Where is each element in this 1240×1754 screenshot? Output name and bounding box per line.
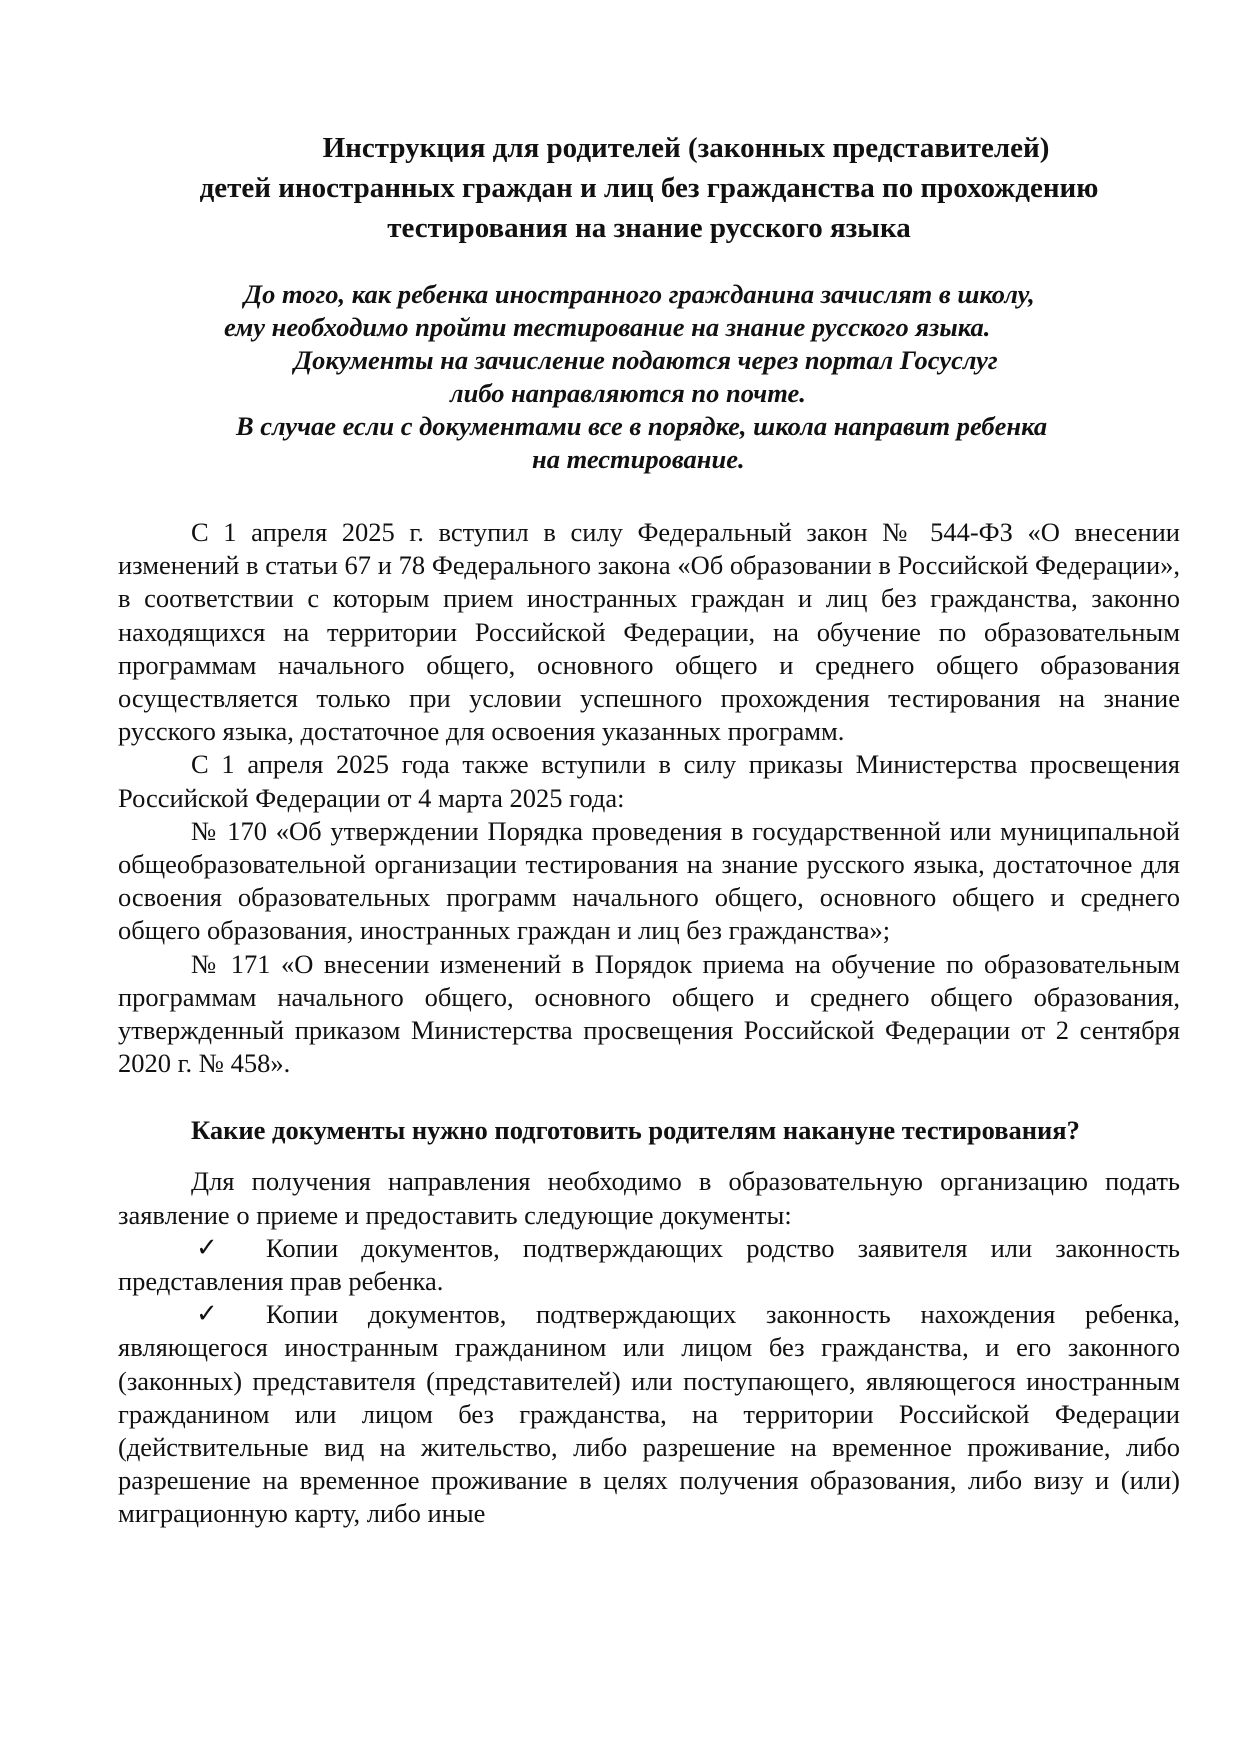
intro-line-2: ему необходимо пройти тестирование на знание русского языка. [224, 312, 991, 342]
document-list-item-text: Копии документов, подтверждающих родство заявителя или законность представления прав ребенка. [118, 1232, 1180, 1297]
intro-block [118, 278, 1180, 476]
intro-line-6: на тестирование. [532, 444, 745, 474]
order-171-paragraph: № 171 «О внесении изменений в Порядок приема на обучение по образовательным программам начального общего, основного общего и среднего общего образования, утвержденный приказом Министерства просвещения Российской Федерации от 2 сентября 2020 г. № 458». [118, 948, 1180, 1079]
title-line-2: детей иностранных граждан и лиц без гражданства по прохождению [199, 172, 1099, 204]
law-paragraph-1: С 1 апреля 2025 г. вступил в силу Федеральный закон № 544-ФЗ «О внесении изменений в статьи 67 и 78 Федерального закона «Об образовании в Российской Федерации», в соответствии с которым прием иностранных граждан и лиц без гражданства, законно находящихся на территории Российской Федерации, на обучение по образовательным программам начального общего, основного общего и среднего общего образования осуществляется только при условии успешного прохождения тестирования на знание русского языка, достаточное для освоения указанных программ. [118, 517, 1180, 747]
intro-line-3: Документы на зачисление подаются через портал Госуслуг [294, 345, 998, 375]
document-list-item [118, 1232, 1180, 1298]
documents-section [118, 1165, 1180, 1530]
documents-intro-paragraph: Для получения направления необходимо в образовательную организацию подать заявление о приеме и предоставить следующие документы: [118, 1166, 1180, 1230]
document-page [118, 128, 1180, 1531]
document-title [118, 128, 1180, 248]
order-170-paragraph: № 170 «Об утверждении Порядка проведения в государственной или муниципальной общеобразовательной организации тестирования на знание русского языка, достаточное для освоения образовательных программ начального общего, основного общего и среднего общего образования, иностранных граждан и лиц без гражданства»; [118, 815, 1180, 946]
checkmark-icon: ✓ [196, 1232, 218, 1263]
law-section [118, 516, 1180, 1080]
intro-line-5: В случае если с документами все в порядке, школа направит ребенка [236, 411, 1048, 441]
intro-line-1: До того, как ребенка иностранного гражданина зачислят в школу, [244, 279, 1035, 309]
title-line-3: тестирования на знание русского языка [387, 212, 911, 244]
document-list-item [118, 1298, 1180, 1530]
documents-heading: Какие документы нужно подготовить родителям накануне тестирования? [191, 1115, 1080, 1146]
intro-line-4: либо направляются по почте. [450, 378, 806, 408]
document-list-item-text: Копии документов, подтверждающих законность нахождения ребенка, являющегося иностранным гражданином или лицом без гражданства, и его законного (законных) представителя (представителей) или поступающего, являющегося иностранным гражданином или лицом без гражданства, на территории Российской Федерации (действительные вид на жительство, либо разрешение на временное проживание, либо разрешение на временное проживание в целях получения образования, либо визу и (или) миграционную карту, либо иные [118, 1299, 1180, 1529]
title-line-1: Инструкция для родителей (законных представителей) [322, 132, 1050, 164]
law-paragraph-2: С 1 апреля 2025 года также вступили в силу приказы Министерства просвещения Российской Федерации от 4 марта 2025 года: [118, 749, 1180, 813]
checkmark-icon: ✓ [196, 1299, 218, 1330]
